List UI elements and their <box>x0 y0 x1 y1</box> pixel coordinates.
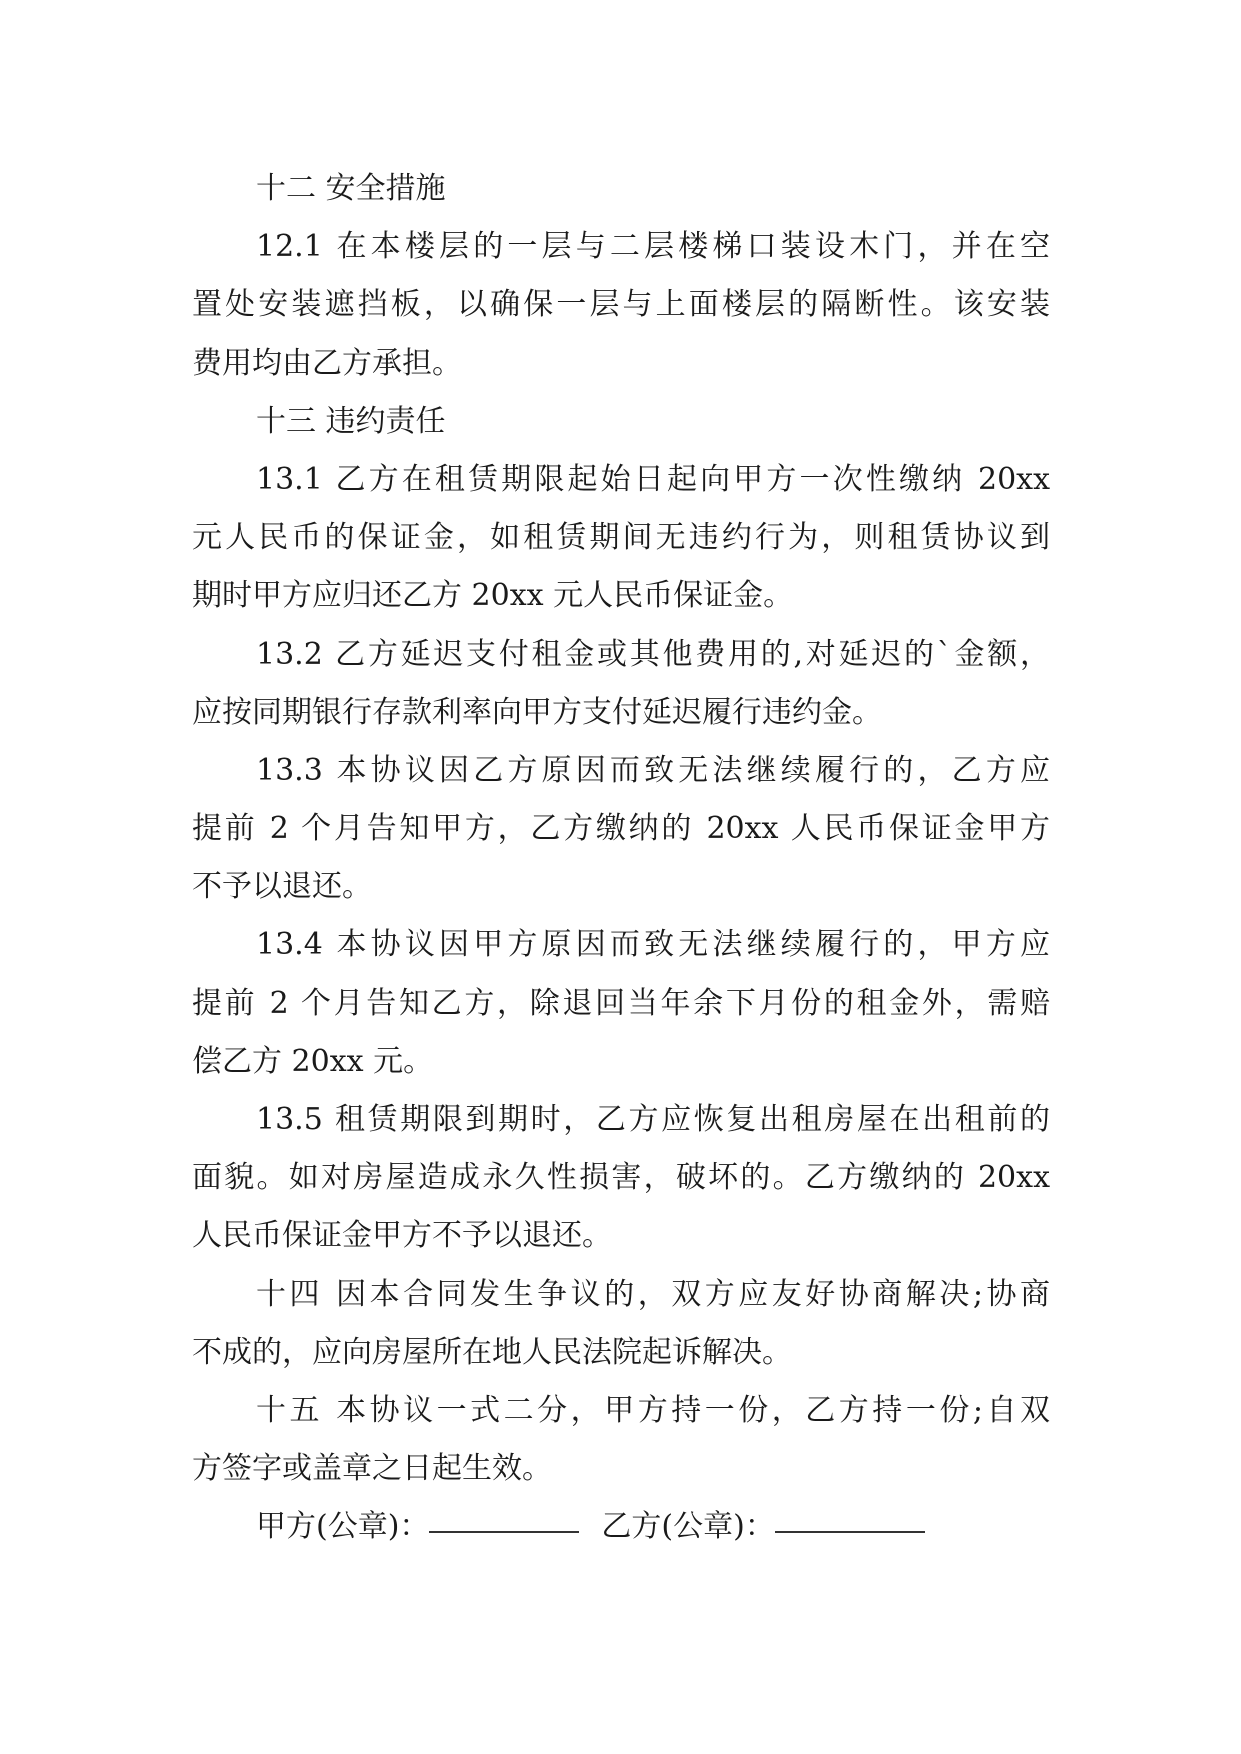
text-line: 置处安装遮挡板，以确保一层与上面楼层的隔断性。该安装 <box>192 287 1050 323</box>
text-line: 13.3 本协议因乙方原因而致无法继续履行的，乙方应 <box>256 752 1050 788</box>
text-line: 十五 本协议一式二分，甲方持一份，乙方持一份;自双 <box>256 1392 1050 1428</box>
text-line: 12.1 在本楼层的一层与二层楼梯口装设木门，并在空 <box>256 229 1050 265</box>
text-line: 不成的，应向房屋所在地人民法院起诉解决。 <box>192 1334 792 1370</box>
text-line: 人民币保证金甲方不予以退还。 <box>192 1218 612 1254</box>
party-a-label: 甲方(公章)： <box>256 1509 430 1545</box>
text-line: 方签字或盖章之日起生效。 <box>192 1451 552 1487</box>
text-line: 十二 安全措施 <box>256 171 446 206</box>
text-line: 费用均由乙方承担。 <box>192 345 462 381</box>
text-line: 应按同期银行存款利率向甲方支付延迟履行违约金。 <box>192 694 882 730</box>
contract-text <box>192 160 1050 1498</box>
text-line: 提前 2 个月告知乙方，除退回当年余下月份的租金外，需赔 <box>192 985 1050 1021</box>
text-line: 13.5 租赁期限到期时，乙方应恢复出租房屋在出租前的 <box>256 1102 1050 1137</box>
text-line: 十四 因本合同发生争议的，双方应友好协商解决;协商 <box>256 1276 1050 1312</box>
text-line: 提前 2 个月告知甲方，乙方缴纳的 20xx 人民币保证金甲方 <box>192 811 1050 847</box>
text-line: 不予以退还。 <box>192 869 372 905</box>
text-line: 元人民币的保证金，如租赁期间无违约行为，则租赁协议到 <box>192 520 1050 556</box>
signature-row <box>192 1498 1050 1556</box>
text-line: 十三 违约责任 <box>256 403 446 439</box>
text-line: 13.2 乙方延迟支付租金或其他费用的,对延迟的`金额， <box>256 636 1050 672</box>
party-b-signature-blank[interactable] <box>775 1531 925 1533</box>
party-b-label: 乙方(公章)： <box>601 1509 775 1545</box>
document-page <box>192 160 1050 1557</box>
text-line: 期时甲方应归还乙方 20xx 元人民币保证金。 <box>192 578 794 614</box>
party-a-signature-blank[interactable] <box>429 1531 579 1533</box>
text-line: 面貌。如对房屋造成永久性损害，破坏的。乙方缴纳的 20xx <box>192 1160 1050 1196</box>
text-line: 偿乙方 20xx 元。 <box>192 1043 434 1079</box>
text-line: 13.4 本协议因甲方原因而致无法继续履行的，甲方应 <box>256 927 1050 963</box>
text-line: 13.1 乙方在租赁期限起始日起向甲方一次性缴纳 20xx <box>256 461 1050 497</box>
